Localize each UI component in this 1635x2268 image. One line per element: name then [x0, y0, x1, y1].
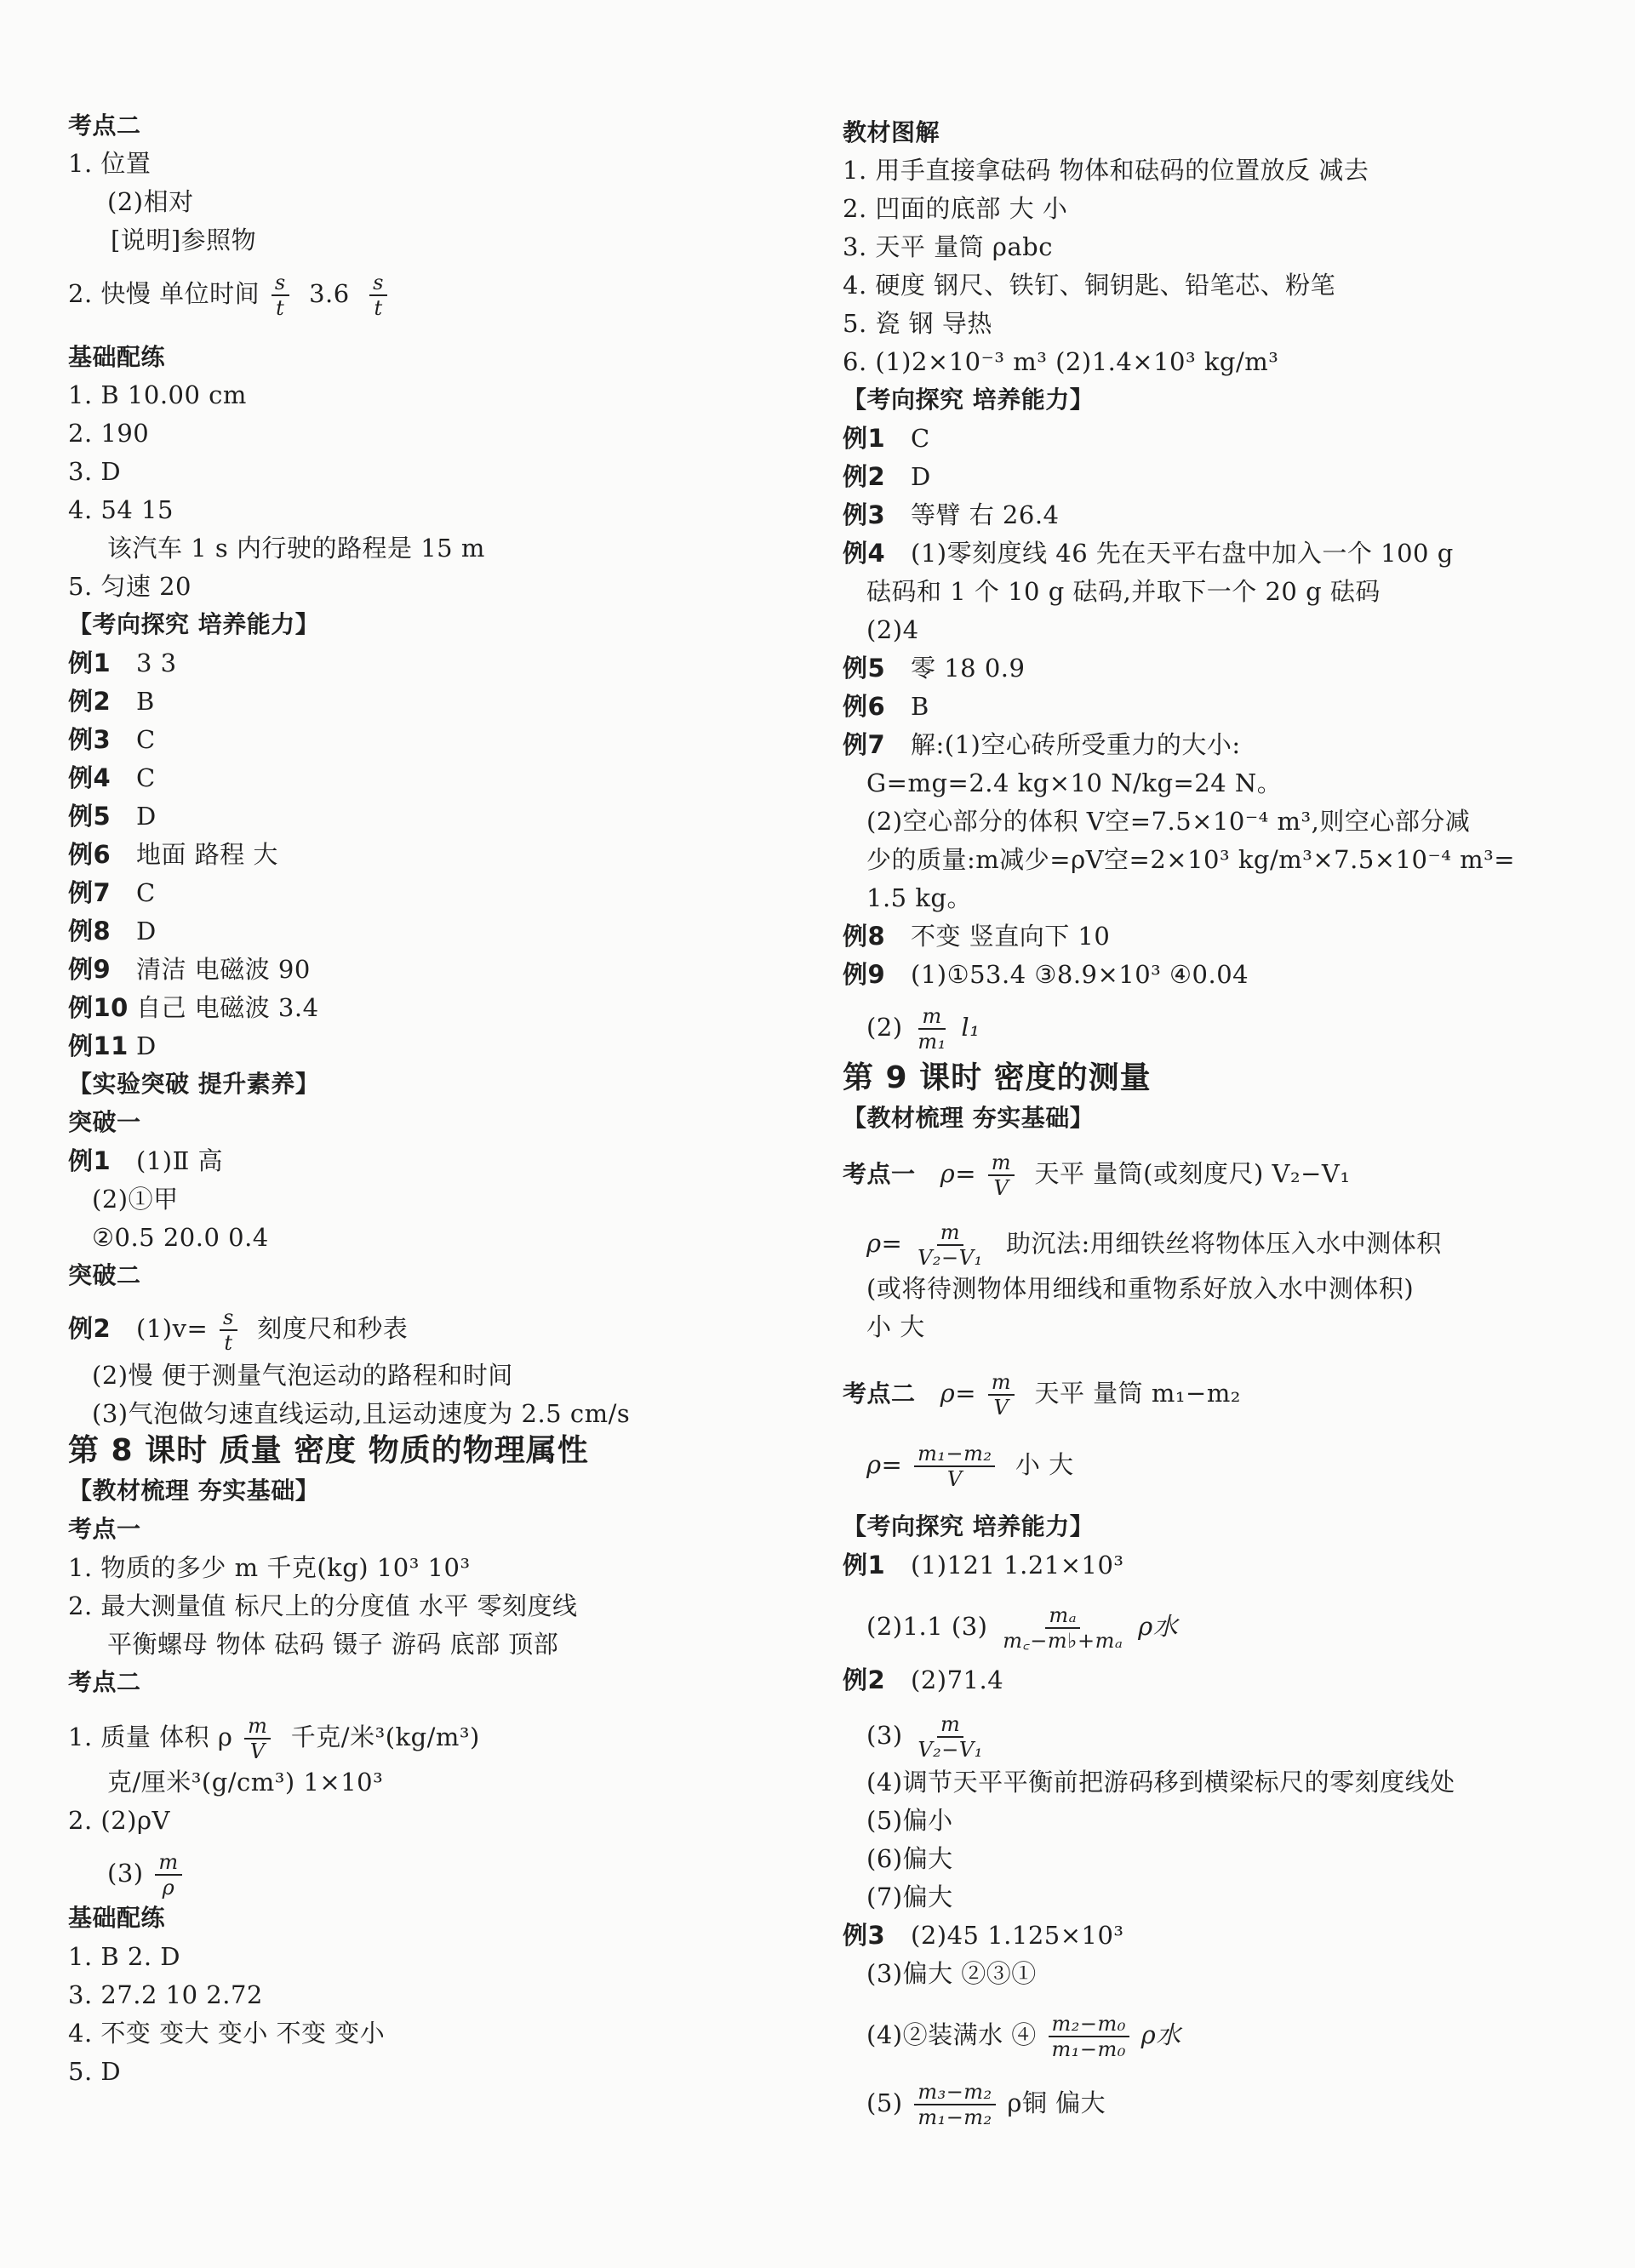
example-label: 例1	[68, 648, 111, 677]
example-line	[843, 1918, 1124, 1952]
answer-line: (2)①甲	[92, 1185, 179, 1214]
example-answer: (1)①53.4 ③8.9×10³ ④0.04	[911, 960, 1249, 989]
fraction	[988, 1151, 1015, 1200]
denominator: V	[993, 1396, 1009, 1420]
answer-line: 2. 190	[68, 419, 150, 448]
lesson-title: 第 8 课时 质量 密度 物质的物理属性	[68, 1433, 589, 1468]
answer-line: 4. 硬度 钢尺、铁钉、铜钥匙、铅笔芯、粉笔	[843, 271, 1336, 300]
example-line	[68, 646, 177, 680]
answer-line: 少的质量:m减少=ρV空=2×10³ kg/m³×7.5×10⁻⁴ m³=	[866, 845, 1516, 874]
section-heading: 考点二	[68, 111, 141, 140]
example-answer: (2)71.4	[911, 1665, 1004, 1694]
example-answer: (1)v=	[136, 1314, 209, 1343]
answer-line: (2)4	[866, 615, 919, 644]
section-heading: 基础配练	[68, 343, 166, 371]
example-line	[68, 1144, 223, 1178]
answer-line: 6. (1)2×10⁻³ m³ (2)1.4×10³ kg/m³	[843, 347, 1279, 376]
numerator: m₂−m₀	[1049, 2012, 1129, 2037]
numerator: m	[155, 1850, 181, 1876]
answer-text: (3)	[107, 1859, 144, 1888]
numerator: s	[369, 271, 387, 296]
denominator: ρ	[162, 1876, 175, 1900]
example-label: 例4	[843, 539, 886, 568]
example-answer: C	[911, 424, 930, 453]
section-heading: 【考向探究 培养能力】	[843, 1512, 1095, 1540]
answer-text: 天平 量筒(或刻度尺) V₂−V₁	[1034, 1159, 1351, 1188]
answer-line	[866, 1442, 1074, 1491]
example-label: 例8	[68, 917, 111, 945]
answer-line: 1. 用手直接拿砝码 物体和砝码的位置放反 减去	[843, 156, 1369, 185]
example-line	[843, 689, 929, 723]
answer-text: 天平 量筒 m₁−m₂	[1034, 1379, 1241, 1408]
answer-text: 3.6	[309, 279, 350, 308]
denominator: V	[993, 1176, 1009, 1200]
section-heading: 基础配练	[68, 1904, 166, 1932]
answer-text: 千克/米³(kg/m³)	[290, 1722, 480, 1751]
denominator: m꜀−m♭+mₐ	[1003, 1629, 1123, 1653]
example-line	[68, 914, 157, 948]
example-label: 例5	[68, 802, 111, 831]
example-answer: 自己 电磁波 3.4	[136, 993, 319, 1022]
answer-text: l₁	[961, 1013, 980, 1042]
numerator: m₃−m₂	[914, 2080, 995, 2105]
example-line	[68, 723, 156, 757]
example-label: 例2	[843, 1665, 886, 1694]
denominator: V	[946, 1467, 963, 1491]
answer-line: (或将待测物体用细线和重物系好放入水中测体积)	[866, 1274, 1415, 1303]
answer-line: [说明]参照物	[111, 226, 257, 254]
example-answer: B	[911, 692, 929, 721]
example-answer: 清洁 电磁波 90	[136, 955, 311, 984]
example-line	[68, 876, 156, 910]
example-line	[843, 421, 930, 455]
answer-line: 5. 瓷 钢 导热	[843, 309, 992, 338]
lesson-title: 第 9 课时 密度的测量	[843, 1060, 1152, 1095]
example-answer: 3 3	[136, 648, 177, 677]
example-label: 例11	[68, 1031, 129, 1060]
answer-text: ρ=	[940, 1159, 977, 1188]
answer-text: 2. 快慢 单位时间	[68, 279, 260, 308]
numerator: m	[988, 1151, 1015, 1176]
example-label: 例1	[843, 1551, 886, 1580]
answer-line	[866, 2012, 1181, 2061]
example-label: 例9	[68, 955, 111, 984]
example-label: 例9	[843, 960, 886, 989]
example-label: 例7	[843, 730, 886, 759]
answer-line: 平衡螺母 物体 砝码 镊子 游码 底部 顶部	[107, 1630, 559, 1659]
example-line	[68, 837, 278, 871]
answer-line: 克/厘米³(g/cm³) 1×10³	[107, 1768, 384, 1797]
example-label: 例6	[68, 840, 111, 869]
answer-line	[866, 1603, 1178, 1653]
denominator: t	[224, 1331, 233, 1355]
example-answer: D	[136, 1031, 157, 1060]
example-line	[843, 536, 1454, 570]
answer-line: (5)偏小	[866, 1806, 953, 1835]
answer-line: 1. 物质的多少 m 千克(kg) 10³ 10³	[68, 1553, 471, 1582]
denominator: V₂−V₁	[918, 1246, 983, 1270]
section-heading: 【教材梳理 夯实基础】	[843, 1104, 1095, 1132]
answer-line: 3. D	[68, 457, 122, 486]
example-label: 例5	[843, 654, 886, 683]
denominator: t	[374, 296, 383, 320]
answer-line	[866, 1712, 990, 1762]
example-answer: (1)Ⅱ 高	[136, 1146, 224, 1175]
answer-text: (5)	[866, 2088, 903, 2117]
answer-line	[68, 271, 391, 320]
section-heading: 突破二	[68, 1261, 141, 1289]
fraction	[1049, 2012, 1129, 2061]
example-label: 例7	[68, 878, 111, 907]
example-line	[68, 991, 319, 1025]
numerator: m	[988, 1370, 1015, 1396]
answer-line: 2. (2)ρV	[68, 1806, 170, 1835]
example-answer: C	[136, 763, 156, 792]
fraction	[220, 1305, 237, 1355]
answer-line	[866, 2080, 1106, 2129]
denominator: m₁	[918, 1030, 946, 1054]
example-label: 例3	[843, 1921, 886, 1950]
numerator: mₐ	[1045, 1603, 1080, 1629]
fraction	[914, 2080, 995, 2129]
answer-text: ρ=	[866, 1229, 903, 1258]
answer-line: 2. 凹面的底部 大 小	[843, 194, 1068, 223]
answer-line: 1. 位置	[68, 149, 151, 178]
numerator: m	[937, 1712, 963, 1738]
example-answer: 地面 路程 大	[136, 840, 278, 869]
answer-line: (3)气泡做匀速直线运动,且运动速度为 2.5 cm/s	[92, 1399, 631, 1428]
denominator: t	[276, 296, 285, 320]
answer-text: 助沉法:用细铁丝将物体压入水中测体积	[1006, 1229, 1442, 1258]
fraction	[914, 1442, 995, 1491]
answer-line: 5. D	[68, 2057, 122, 2086]
example-answer: D	[136, 917, 157, 945]
answer-line: 3. 27.2 10 2.72	[68, 1980, 263, 2009]
example-line	[843, 651, 1025, 685]
numerator: m₁−m₂	[914, 1442, 995, 1467]
denominator: m₁−m₂	[918, 2105, 992, 2129]
answer-text: (4)②装满水 ④	[866, 2020, 1037, 2049]
example-line	[68, 1305, 408, 1355]
answer-text: ρ=	[940, 1379, 977, 1408]
answer-line	[866, 1004, 980, 1054]
fraction	[999, 1603, 1126, 1653]
example-line	[843, 460, 931, 494]
section-heading: 考点一	[68, 1515, 141, 1543]
point-label: 考点一	[843, 1160, 916, 1188]
numerator: s	[272, 271, 289, 296]
answer-text: (2)1.1 (3)	[866, 1612, 988, 1641]
answer-line: ②0.5 20.0 0.4	[92, 1223, 269, 1252]
answer-line	[843, 1151, 1350, 1200]
fraction	[914, 1712, 986, 1762]
answer-line: (3)偏大 ②③①	[866, 1959, 1037, 1988]
answer-line: G=mg=2.4 kg×10 N/kg=24 N。	[866, 768, 1283, 797]
example-answer: D	[136, 802, 157, 831]
fraction	[272, 271, 289, 320]
example-line	[843, 1663, 1003, 1697]
answer-line	[866, 1220, 1442, 1270]
answer-line: 3. 天平 量筒 ρabc	[843, 232, 1053, 261]
example-answer: C	[136, 878, 156, 907]
example-answer: 等臂 右 26.4	[911, 500, 1060, 529]
section-heading: 【教材梳理 夯实基础】	[68, 1477, 320, 1505]
example-line	[68, 761, 156, 795]
example-line	[843, 498, 1060, 532]
answer-line: (2)相对	[107, 187, 194, 216]
example-answer: D	[911, 462, 931, 491]
example-line	[68, 1029, 157, 1063]
section-heading: 突破一	[68, 1108, 141, 1136]
answer-line: 5. 匀速 20	[68, 572, 192, 601]
example-answer: B	[136, 687, 155, 716]
denominator: m₁−m₀	[1051, 2037, 1126, 2061]
fraction	[155, 1850, 181, 1900]
section-heading: 教材图解	[843, 118, 940, 146]
example-line	[843, 919, 1110, 953]
answer-line: 4. 54 15	[68, 495, 174, 524]
answer-line	[68, 1714, 480, 1763]
example-label: 例1	[843, 424, 886, 453]
point-label: 考点二	[843, 1380, 916, 1408]
example-line	[68, 799, 157, 833]
answer-text: 小 大	[1015, 1450, 1074, 1479]
fraction	[914, 1220, 986, 1270]
numerator: s	[220, 1305, 237, 1331]
section-heading: 【考向探究 培养能力】	[843, 386, 1095, 414]
numerator: m	[918, 1004, 945, 1030]
answer-line	[107, 1850, 186, 1900]
answer-text: ρ水	[1138, 1612, 1179, 1641]
fraction	[369, 271, 387, 320]
answer-text: ρ=	[866, 1450, 903, 1479]
example-label: 例2	[68, 687, 111, 716]
example-label: 例3	[68, 725, 111, 754]
example-line	[843, 957, 1249, 991]
answer-line: 1. B 10.00 cm	[68, 380, 247, 409]
section-heading: 【实验突破 提升素养】	[68, 1070, 320, 1098]
example-label: 例10	[68, 993, 129, 1022]
example-answer: 刻度尺和秒表	[257, 1314, 409, 1343]
example-line	[843, 728, 1241, 762]
example-answer: 解:(1)空心砖所受重力的大小:	[911, 730, 1241, 759]
denominator: V	[249, 1740, 266, 1763]
numerator: m	[937, 1220, 963, 1246]
fraction	[914, 1004, 949, 1054]
fraction	[988, 1370, 1015, 1420]
fraction	[244, 1714, 271, 1763]
denominator: V₂−V₁	[918, 1738, 983, 1762]
example-label: 例2	[843, 462, 886, 491]
example-answer: C	[136, 725, 156, 754]
example-label: 例2	[68, 1314, 111, 1343]
example-line	[68, 952, 311, 986]
answer-text: (2)	[866, 1013, 903, 1042]
answer-line	[843, 1370, 1241, 1420]
section-heading: 考点二	[68, 1668, 141, 1696]
example-line	[68, 684, 155, 718]
answer-text: ρ铜 偏大	[1007, 2088, 1106, 2117]
example-answer: (1)121 1.21×10³	[911, 1551, 1124, 1580]
example-answer: (1)零刻度线 46 先在天平右盘中加入一个 100 g	[911, 539, 1454, 568]
answer-line: 砝码和 1 个 10 g 砝码,并取下一个 20 g 砝码	[866, 577, 1381, 606]
answer-text: 1. 质量 体积 ρ	[68, 1722, 233, 1751]
numerator: m	[244, 1714, 271, 1740]
answer-line: (6)偏大	[866, 1844, 953, 1873]
answer-text: ρ水	[1140, 2020, 1181, 2049]
example-label: 例1	[68, 1146, 111, 1175]
answer-line: 2. 最大测量值 标尺上的分度值 水平 零刻度线	[68, 1591, 578, 1620]
example-answer: 不变 竖直向下 10	[911, 922, 1111, 951]
example-label: 例8	[843, 922, 886, 951]
answer-line: 该汽车 1 s 内行驶的路程是 15 m	[107, 534, 485, 563]
example-label: 例4	[68, 763, 111, 792]
answer-line: (2)慢 便于测量气泡运动的路程和时间	[92, 1361, 513, 1390]
answer-line: 1.5 kg。	[866, 883, 972, 912]
example-label: 例3	[843, 500, 886, 529]
example-line	[843, 1548, 1124, 1582]
answer-line: (7)偏大	[866, 1882, 953, 1911]
answer-line: 4. 不变 变大 变小 不变 变小	[68, 2019, 386, 2048]
example-answer: 零 18 0.9	[911, 654, 1026, 683]
answer-text: (3)	[866, 1721, 903, 1750]
example-answer: (2)45 1.125×10³	[911, 1921, 1124, 1950]
answer-line: (2)空心部分的体积 V空=7.5×10⁻⁴ m³,则空心部分减	[866, 807, 1471, 836]
section-heading: 【考向探究 培养能力】	[68, 610, 320, 638]
answer-line: 小 大	[866, 1312, 925, 1341]
example-label: 例6	[843, 692, 886, 721]
answer-line: 1. B 2. D	[68, 1942, 181, 1971]
answer-line: (4)调节天平平衡前把游码移到横梁标尺的零刻度线处	[866, 1768, 1455, 1797]
